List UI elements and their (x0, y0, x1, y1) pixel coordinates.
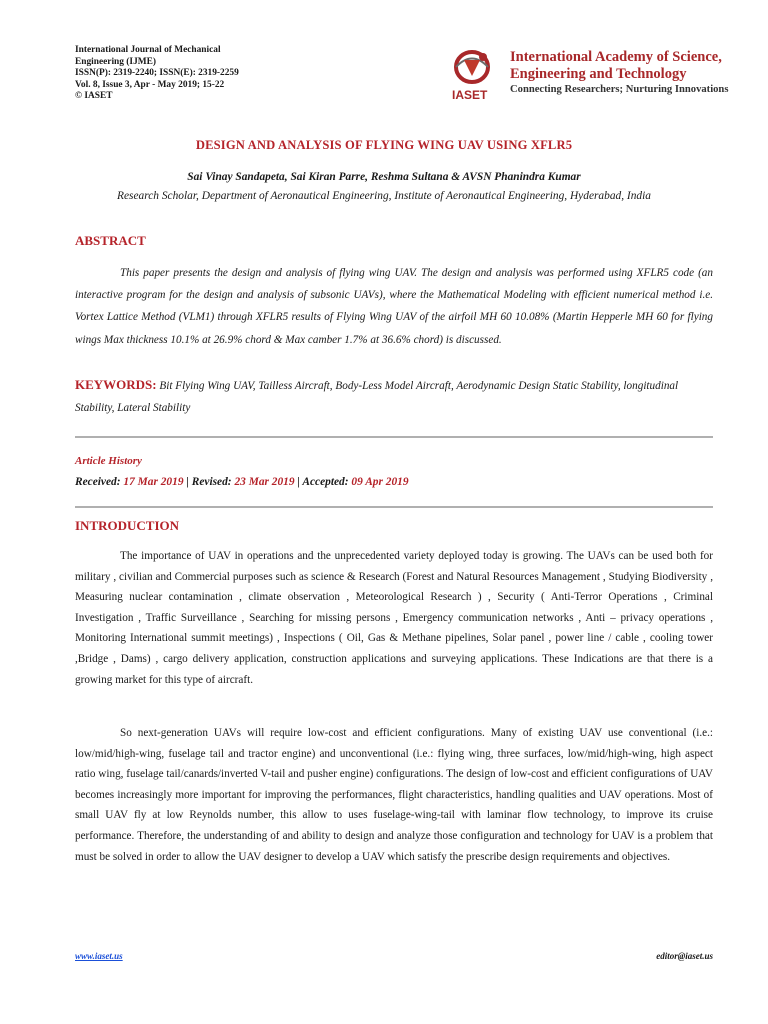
accepted-date: 09 Apr 2019 (351, 476, 409, 488)
separator: | (183, 476, 192, 488)
journal-copyright: © IASET (75, 91, 113, 102)
journal-volume: Vol. 8, Issue 3, Apr - May 2019; 15-22 (75, 79, 225, 90)
revised-label: Revised: (191, 476, 232, 488)
divider-bottom (75, 506, 713, 508)
paper-authors: Sai Vinay Sandapeta, Sai Kiran Parre, Reshma Sultana & AVSN Phanindra Kumar (187, 171, 581, 183)
article-history-heading: Article History (75, 455, 142, 467)
keywords-label: KEYWORDS: (75, 377, 157, 392)
divider-top (75, 436, 713, 438)
introduction-heading: INTRODUCTION (75, 518, 180, 533)
logo-text: IASET (452, 88, 488, 102)
publisher-tagline: Connecting Researchers; Nurturing Innovations (510, 84, 729, 95)
introduction-paragraph-2: So next-generation UAVs will require low-cost and efficient configurations. Many of existing UAV use conventional (i.e.: low/mid/high-wing, fuselage tail and tractor engine) and unconventional (i.e.: flying wing, three surfaces, low/mid/high-wing, high aspect ratio wing, fuselage tail/canards/inverted V-tail and pusher engine) configurations. The design of low-cost and efficient configurations of UAV becomes increasingly more important for improving the performances, flight characteristics, handling qualities and UAV operations. Most of small UAV fly at low Reynolds number, this allow to uses fuselage-wing-tail with laminar flow technology, to improve its cruise performance. Therefore, the understanding of and ability to design and analyze those configuration and technology for UAV is a problem that must be solved in order to allow the UAV designer to develop a UAV which satisfy the prescribe design requirements and objectives. (75, 727, 713, 863)
publisher-name (510, 49, 722, 83)
footer-email: editor@iaset.us (656, 951, 713, 961)
paper-title: DESIGN AND ANALYSIS OF FLYING WING UAV USING XFLR5 (195, 138, 573, 152)
abstract-text: This paper presents the design and analysis of flying wing UAV. The design and analysis was performed using XFLR5 code (an interactive program for the design and analysis of subsonic UAVs), where the Mathematical Modeling with efficient numerical method i.e. Vortex Lattice Method (VLM1) through XFLR5 results of Flying Wing UAV of the airfoil MH 60 10.08% (Martin Hepperle MH 60 for flying wings Max thickness 10.1% at 26.9% chord & Max camber 1.7% at 36.6% chord) is discussed. (75, 267, 713, 346)
received-label: Received: (75, 476, 121, 488)
publisher-name-line1: International Academy of Science, (510, 49, 722, 65)
introduction-paragraph-1: The importance of UAV in operations and the unprecedented variety deployed today is growing. The UAVs can be used both for military , civilian and Commercial purposes such as science & Research (Forest and Natural Resources Management , Studying Biodiversity , Measuring nuclear contamination , climate observation , Meteorological Research ) , Security ( Anti-Terror Operations , Criminal Investigation , Traffic Surveillance , Searching for missing persons , Emergency communication networks , Anti – privacy operations , Monitoring International summit meetings) , Inspections ( Oil, Gas & Methane pipelines, Solar panel , power line / cable , cooling tower ,Bridge , Dams) , cargo delivery application, construction applications and surveying applications. These Indications are that there is a growing market for this type of aircraft. (75, 550, 713, 686)
keywords (75, 374, 713, 419)
abstract-heading: ABSTRACT (75, 233, 146, 248)
journal-name-line1: International Journal of Mechanical (75, 45, 221, 55)
publisher-name-line2: Engineering and Technology (510, 66, 687, 82)
revised-date: 23 Mar 2019 (234, 476, 295, 488)
accepted-label: Accepted: (302, 476, 349, 488)
paper-affiliation: Research Scholar, Department of Aeronautical Engineering, Institute of Aeronautical Engineering, Hyderabad, India (117, 190, 651, 202)
footer-website-link[interactable]: www.iaset.us (75, 951, 123, 961)
publisher-brand (450, 46, 750, 102)
article-history-dates (75, 476, 409, 488)
keywords-text: Bit Flying Wing UAV, Tailless Aircraft, Body-Less Model Aircraft, Aerodynamic Design Static Stability, longitudinal Stability, Lateral Stability (75, 380, 679, 414)
iaset-logo-icon (450, 46, 508, 102)
journal-name-line2: Engineering (IJME) (75, 56, 156, 67)
journal-issn: ISSN(P): 2319-2240; ISSN(E): 2319-2259 (75, 68, 239, 79)
received-date: 17 Mar 2019 (123, 476, 184, 488)
separator: | (294, 476, 303, 488)
journal-info (75, 45, 290, 103)
